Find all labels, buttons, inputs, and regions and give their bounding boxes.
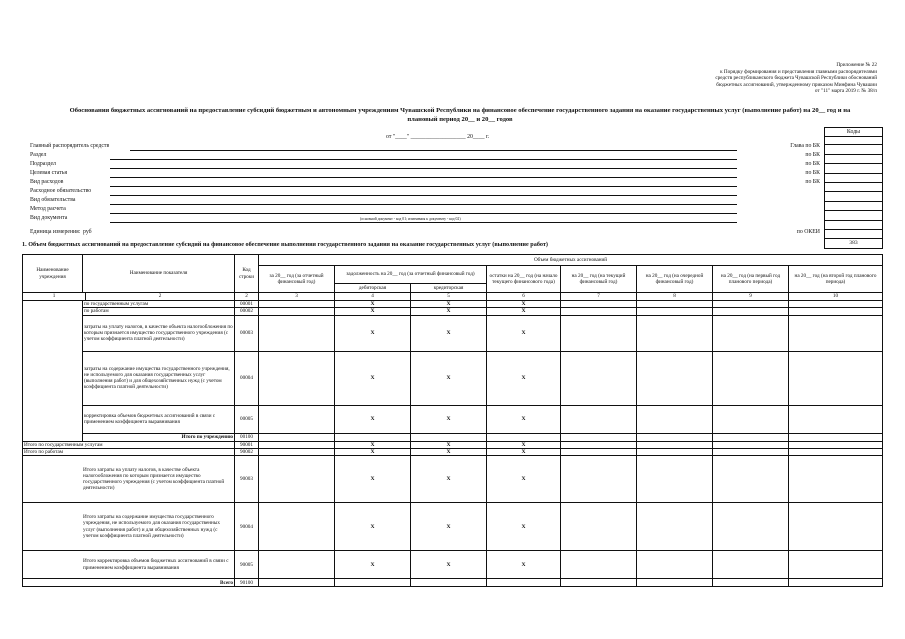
x-mark: X bbox=[335, 503, 411, 551]
row-label: корректировка объемов бюджетных ассигнований в связи с применением коэффициента выравнивания bbox=[83, 405, 235, 433]
value-cell[interactable] bbox=[713, 448, 789, 455]
appendix-block bbox=[560, 62, 877, 95]
col-number: 6 bbox=[487, 293, 561, 301]
row-code: 00002 bbox=[235, 308, 259, 315]
code-cell[interactable] bbox=[825, 183, 882, 192]
field-line-expense-obligation[interactable] bbox=[110, 195, 737, 196]
x-mark: X bbox=[487, 448, 561, 455]
value-cell[interactable] bbox=[561, 448, 637, 455]
value-cell[interactable] bbox=[637, 551, 713, 579]
value-cell[interactable] bbox=[259, 351, 335, 405]
budget-table bbox=[22, 254, 883, 587]
value-cell[interactable] bbox=[713, 301, 789, 308]
x-mark: X bbox=[411, 441, 487, 448]
unit-label: Единица измерения: bbox=[30, 229, 81, 235]
value-cell[interactable] bbox=[637, 441, 713, 448]
institution-cell[interactable] bbox=[23, 301, 83, 442]
value-cell[interactable] bbox=[561, 441, 637, 448]
x-mark: X bbox=[411, 503, 487, 551]
value-cell[interactable] bbox=[713, 405, 789, 433]
value-cell[interactable] bbox=[713, 456, 789, 503]
value-cell[interactable] bbox=[637, 456, 713, 503]
field-label-expense-obligation: Расходное обязательство bbox=[30, 188, 92, 194]
x-mark: X bbox=[411, 301, 487, 308]
value-cell[interactable] bbox=[259, 433, 335, 441]
header-row-code: Код строки bbox=[235, 255, 259, 293]
x-mark: X bbox=[335, 405, 411, 433]
field-label-main-distributor: Главный распорядитель средств bbox=[30, 143, 110, 149]
x-mark: X bbox=[487, 551, 561, 579]
x-mark: X bbox=[335, 351, 411, 405]
code-cell[interactable] bbox=[825, 136, 882, 145]
col-number: 9 bbox=[713, 293, 789, 301]
header-col-7: на 20__ год (на текущий финансовый год) bbox=[561, 266, 637, 293]
col-number: 2 bbox=[158, 293, 162, 300]
code-cell[interactable] bbox=[825, 155, 882, 164]
x-mark: X bbox=[335, 315, 411, 351]
value-cell[interactable] bbox=[411, 579, 487, 587]
col-number: 7 bbox=[561, 293, 637, 301]
field-label-expense-type: Вид расходов bbox=[30, 179, 64, 185]
header-col-8: на 20__ год (на очередной финансовый год) bbox=[637, 266, 713, 293]
field-line-target-article[interactable] bbox=[110, 177, 737, 178]
x-mark: X bbox=[487, 405, 561, 433]
title-line-1: Обоснования бюджетных ассигнований на предоставление субсидий бюджетным и автономным учреждениям Чувашской Республики на финансовое обеспечение государственного задания на оказание государственных услуг (выполнение работ) на 20__ год и на bbox=[69, 107, 851, 114]
value-cell[interactable] bbox=[561, 579, 637, 587]
document-type-hint: (основной документ - код 01; изменения к документу - код 02) bbox=[360, 217, 461, 221]
value-cell[interactable] bbox=[561, 405, 637, 433]
col-number: 10 bbox=[789, 293, 883, 301]
row-code: 90001 bbox=[235, 441, 259, 448]
row-code: 00001 bbox=[235, 301, 259, 308]
codes-column bbox=[824, 136, 883, 249]
field-label-obligation-type: Вид обязательства bbox=[30, 197, 76, 203]
x-mark: X bbox=[487, 456, 561, 503]
x-mark: X bbox=[487, 503, 561, 551]
value-cell[interactable] bbox=[637, 433, 713, 441]
x-mark: X bbox=[335, 308, 411, 315]
x-mark: X bbox=[335, 441, 411, 448]
header-indicator: Наименование показателя bbox=[83, 255, 235, 293]
header-col-10: на 20__ год (на второй год планового периода) bbox=[789, 266, 883, 293]
value-cell[interactable] bbox=[713, 579, 789, 587]
value-cell[interactable] bbox=[637, 301, 713, 308]
value-cell[interactable] bbox=[259, 448, 335, 455]
x-mark: X bbox=[487, 441, 561, 448]
row-code: 90005 bbox=[235, 551, 259, 579]
code-cell[interactable] bbox=[825, 221, 882, 230]
codes-header: Коды bbox=[824, 127, 883, 137]
row-label: Итого корректировка объемов бюджетных ассигнований в связи с применением коэффициента выравнивания bbox=[23, 551, 235, 579]
value-cell[interactable] bbox=[259, 456, 335, 503]
row-label: по государственным услугам bbox=[83, 301, 235, 308]
header-budget-volume: Объем бюджетных ассигнований bbox=[259, 255, 883, 266]
value-cell[interactable] bbox=[637, 308, 713, 315]
row-label: Итого по государственным услугам bbox=[23, 441, 235, 448]
x-mark: X bbox=[487, 315, 561, 351]
appendix-line: бюджетных ассигнований, утвержденному приказом Минфина Чувашии bbox=[716, 81, 877, 88]
value-cell[interactable] bbox=[259, 301, 335, 308]
appendix-line: Приложение № 22 bbox=[836, 62, 877, 68]
value-cell[interactable] bbox=[789, 433, 883, 441]
value-cell[interactable] bbox=[713, 351, 789, 405]
value-cell[interactable] bbox=[259, 579, 335, 587]
date-line: от "____" ___________________ 20____ г. bbox=[386, 134, 490, 140]
x-mark: X bbox=[335, 551, 411, 579]
title-line-2: плановый период 20__ и 20__ годов bbox=[407, 115, 513, 123]
value-cell[interactable] bbox=[789, 441, 883, 448]
row-label-total-institution: Итого по учреждению bbox=[83, 433, 235, 441]
unit-value: руб bbox=[83, 229, 92, 235]
value-cell[interactable] bbox=[259, 503, 335, 551]
field-line-document-type[interactable] bbox=[110, 222, 737, 223]
header-col-6: остатки на 20__ год (на начало текущего финансового года) bbox=[487, 266, 561, 293]
value-cell[interactable] bbox=[259, 308, 335, 315]
col-number: 8 bbox=[637, 293, 713, 301]
value-cell[interactable] bbox=[637, 315, 713, 351]
value-cell[interactable] bbox=[487, 579, 561, 587]
x-mark: X bbox=[411, 456, 487, 503]
code-cell[interactable] bbox=[825, 211, 882, 220]
x-mark: X bbox=[411, 448, 487, 455]
col-number: 4 bbox=[335, 293, 411, 301]
field-right-label: по БК bbox=[805, 161, 820, 167]
row-label-grand-total: Всего bbox=[23, 579, 235, 587]
field-right-label: по БК bbox=[805, 152, 820, 158]
row-code: 00004 bbox=[235, 351, 259, 405]
value-cell[interactable] bbox=[561, 433, 637, 441]
value-cell[interactable] bbox=[561, 456, 637, 503]
code-cell[interactable] bbox=[825, 164, 882, 173]
header-col-9: на 20__ год (на первый год планового периода) bbox=[713, 266, 789, 293]
field-line-expense-type[interactable] bbox=[110, 186, 737, 187]
value-cell[interactable] bbox=[487, 433, 561, 441]
col-number: 2 bbox=[235, 293, 259, 301]
appendix-line: к Порядку формирования и представления главными распорядителями bbox=[720, 68, 877, 75]
x-mark: X bbox=[411, 351, 487, 405]
value-cell[interactable] bbox=[561, 308, 637, 315]
row-code: 90004 bbox=[235, 503, 259, 551]
value-cell[interactable] bbox=[335, 579, 411, 587]
value-cell[interactable] bbox=[561, 551, 637, 579]
header-institution: Наименование учреждения bbox=[23, 255, 83, 293]
appendix-line: от "11" марта 2019 г. № 38/п bbox=[814, 88, 877, 95]
row-code: 90002 bbox=[235, 448, 259, 455]
col-number: 3 bbox=[259, 293, 335, 301]
value-cell[interactable] bbox=[561, 351, 637, 405]
row-label: Итого затраты на уплату налогов, в качестве объекта налогообложения по которым признается имущество государственного учреждения (с учетом коэффициента платной деятельности) bbox=[23, 456, 235, 503]
value-cell[interactable] bbox=[259, 315, 335, 351]
field-right-label: по БК bbox=[805, 179, 820, 185]
x-mark: X bbox=[335, 301, 411, 308]
value-cell[interactable] bbox=[713, 433, 789, 441]
value-cell[interactable] bbox=[637, 448, 713, 455]
field-line-section[interactable] bbox=[110, 159, 737, 160]
value-cell[interactable] bbox=[637, 351, 713, 405]
row-label: Итого по работам bbox=[23, 448, 235, 455]
value-cell[interactable] bbox=[637, 579, 713, 587]
value-cell[interactable] bbox=[259, 551, 335, 579]
row-code: 90003 bbox=[235, 456, 259, 503]
value-cell[interactable] bbox=[789, 405, 883, 433]
col-number: 5 bbox=[411, 293, 487, 301]
code-cell[interactable] bbox=[825, 202, 882, 211]
value-cell[interactable] bbox=[259, 405, 335, 433]
header-col-3: за 20__ год (за отчетный финансовый год) bbox=[259, 266, 335, 293]
value-cell[interactable] bbox=[789, 448, 883, 455]
okei-code-cell: 383 bbox=[825, 239, 882, 248]
value-cell[interactable] bbox=[789, 551, 883, 579]
field-line-main-distributor[interactable] bbox=[130, 150, 737, 151]
x-mark: X bbox=[411, 405, 487, 433]
okei-label: по ОКЕИ bbox=[796, 229, 820, 235]
field-right-label: Глава по БК bbox=[790, 143, 820, 149]
value-cell[interactable] bbox=[789, 456, 883, 503]
header-debt: задолженность на 20__ год (за отчетный финансовый год) bbox=[335, 266, 487, 284]
field-line-obligation-type[interactable] bbox=[110, 204, 737, 205]
x-mark: X bbox=[487, 308, 561, 315]
value-cell[interactable] bbox=[411, 433, 487, 441]
value-cell[interactable] bbox=[637, 405, 713, 433]
row-code: 00005 bbox=[235, 405, 259, 433]
x-mark: X bbox=[335, 448, 411, 455]
header-credit: кредиторская bbox=[411, 284, 487, 293]
field-label-subsection: Подраздел bbox=[30, 161, 56, 167]
appendix-line: средств республиканского бюджета Чувашской Республики обоснований bbox=[715, 75, 877, 82]
value-cell[interactable] bbox=[713, 315, 789, 351]
code-cell[interactable] bbox=[825, 174, 882, 183]
field-label-target-article: Целевая статья bbox=[30, 170, 68, 176]
value-cell[interactable] bbox=[789, 351, 883, 405]
field-label-section: Раздел bbox=[30, 152, 47, 158]
value-cell[interactable] bbox=[637, 503, 713, 551]
value-cell[interactable] bbox=[561, 301, 637, 308]
value-cell[interactable] bbox=[259, 441, 335, 448]
row-code: 00003 bbox=[235, 315, 259, 351]
x-mark: X bbox=[487, 301, 561, 308]
field-line-calc-method[interactable] bbox=[110, 213, 737, 214]
code-cell[interactable] bbox=[825, 192, 882, 201]
section-title: 1. Объем бюджетных ассигнований на предоставление субсидий на финансовое обеспечение выполнения государственного задания на оказание государственных услуг (выполнение работ) bbox=[22, 241, 548, 248]
document-title bbox=[30, 107, 890, 124]
row-label: по работам bbox=[83, 308, 235, 315]
x-mark: X bbox=[411, 551, 487, 579]
col-number: 1 bbox=[23, 293, 86, 299]
value-cell[interactable] bbox=[713, 551, 789, 579]
code-cell[interactable] bbox=[825, 230, 882, 239]
x-mark: X bbox=[411, 315, 487, 351]
row-label: затраты на содержание имущества государственного учреждения, не используемого для оказания государственных услуг (выполнения работ) и для общехозяйственных нужд (с учетом коэффициента платной деятельности) bbox=[83, 351, 235, 405]
value-cell[interactable] bbox=[335, 433, 411, 441]
row-code: 90100 bbox=[235, 579, 259, 587]
field-line-subsection[interactable] bbox=[110, 168, 737, 169]
value-cell[interactable] bbox=[789, 579, 883, 587]
value-cell[interactable] bbox=[561, 503, 637, 551]
x-mark: X bbox=[335, 456, 411, 503]
x-mark: X bbox=[487, 351, 561, 405]
value-cell[interactable] bbox=[789, 301, 883, 308]
value-cell[interactable] bbox=[789, 503, 883, 551]
code-cell[interactable] bbox=[825, 145, 882, 154]
value-cell[interactable] bbox=[713, 503, 789, 551]
header-debit: дебиторская bbox=[335, 284, 411, 293]
field-right-label: по БК bbox=[805, 170, 820, 176]
row-label: Итого затраты на содержание имущества государственного учреждения, не используемого для оказания государственных услуг (выполнения работ) и для общехозяйственных нужд (с учетом коэффициента платной деятельности) bbox=[23, 503, 235, 551]
field-label-calc-method: Метод расчета bbox=[30, 206, 66, 212]
value-cell[interactable] bbox=[561, 315, 637, 351]
value-cell[interactable] bbox=[789, 315, 883, 351]
row-code: 00100 bbox=[235, 433, 259, 441]
value-cell[interactable] bbox=[789, 308, 883, 315]
row-label: затраты на уплату налогов, в качестве объекта налогообложения по которым признается имущество государственного учреждения (с учетом коэффициента платной деятельности) bbox=[83, 315, 235, 351]
value-cell[interactable] bbox=[713, 441, 789, 448]
value-cell[interactable] bbox=[713, 308, 789, 315]
field-label-document-type: Вид документа bbox=[30, 215, 68, 221]
x-mark: X bbox=[411, 308, 487, 315]
